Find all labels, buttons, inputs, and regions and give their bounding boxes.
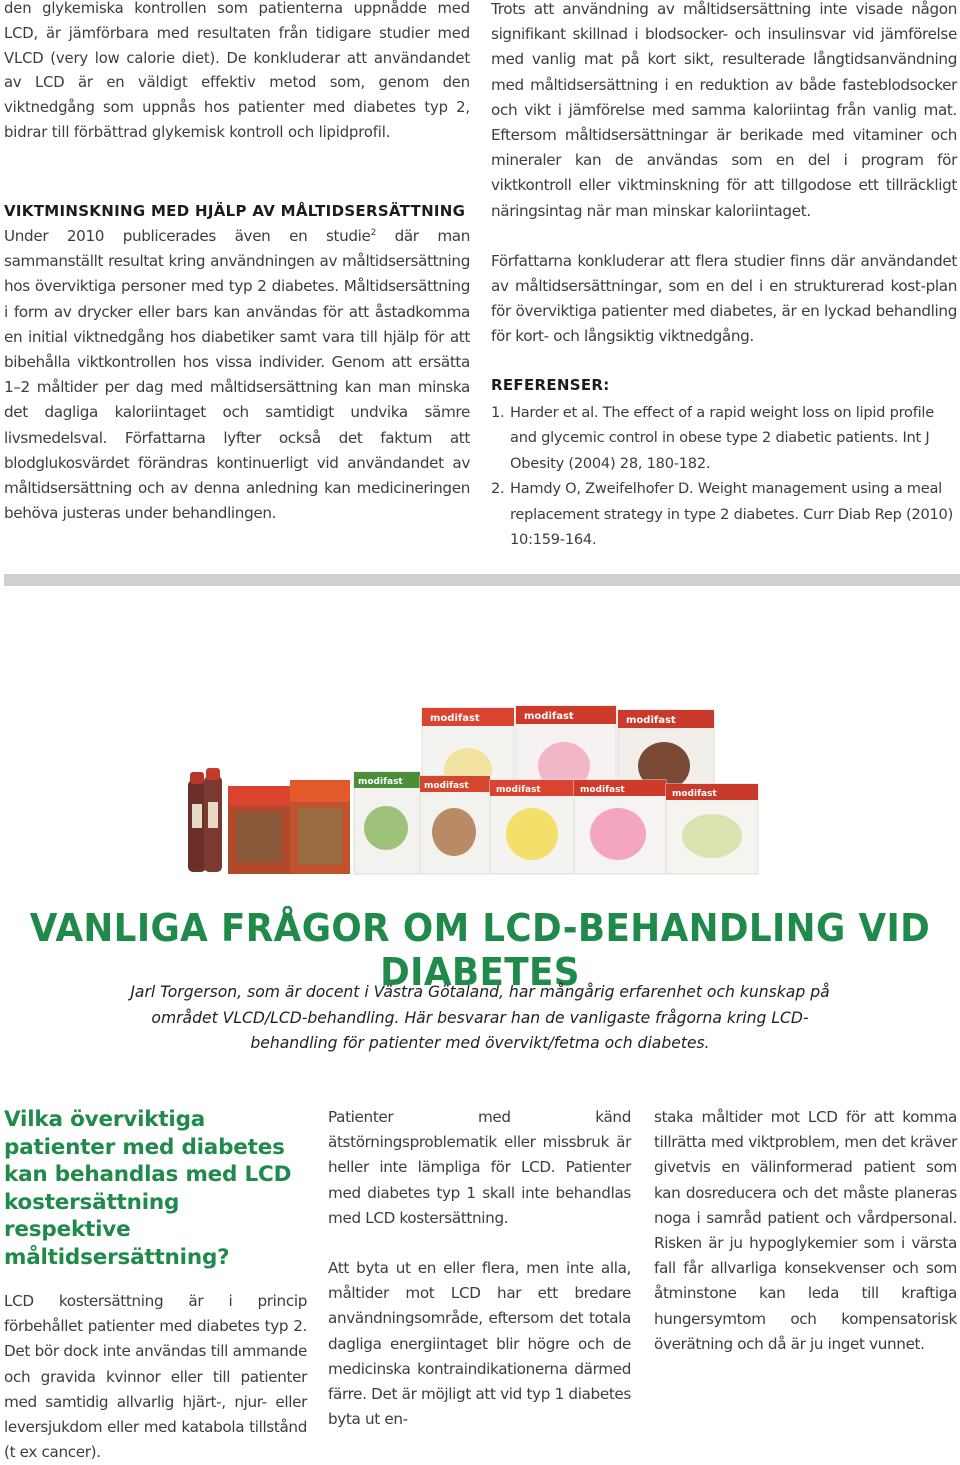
- drink-bottles: [188, 768, 222, 872]
- brand-label: modifast: [424, 781, 469, 791]
- answer-paragraph: Att byta ut en eller flera, men inte alla, måltider mot LCD har ett bredare användningsområde, eftersom det totala dagliga energiintaget blir högre och de medicinska kontraindikationerna därmed färre. Det är möjligt att vid typ 1 diabetes byta ut en-: [328, 1259, 631, 1429]
- brand-label: modifast: [496, 785, 541, 795]
- references-heading: REFERENSER:: [491, 375, 610, 394]
- product-photo: [186, 700, 786, 880]
- front-row-boxes: [354, 772, 758, 874]
- top-left-column: [4, 0, 470, 146]
- reference-item: 2. Hamdy O, Zweifelhofer D. Weight management using a meal replacement strategy in type 2 diabetes. Curr Diab Rep (2010) 10:159-164.: [491, 480, 954, 549]
- brand-label: modifast: [430, 713, 480, 724]
- footnote-marker: 2: [370, 227, 376, 238]
- brand-label: modifast: [524, 711, 574, 722]
- body-paragraph: Författarna konkluderar att flera studier finns där användandet av måltidsersättningar, som en del i en strukturerad kost-plan för överviktiga patienter med diabetes, är en lyckad behandling för kort- och långsiktig viktnedgång.: [491, 251, 957, 346]
- intro-paragraph: Jarl Torgerson, som är docent i Västra Götaland, har mångårig erfarenhet och kunskap på området VLCD/LCD-behandling. Här besvarar han de vanligaste frågorna kring LCD-behandling för patienter med övervikt/fetma och diabetes.: [130, 983, 830, 1052]
- brand-label: modifast: [580, 785, 625, 795]
- reference-item: 1. Harder et al. The effect of a rapid weight loss on lipid profile and glycemic control in obese type 2 diabetic patients. Int J Obesity (2004) 28, 180-182.: [491, 403, 934, 472]
- top-left-column-section: [4, 200, 470, 526]
- body-paragraph: Trots att användning av måltidsersättning inte visade någon signifikant skillnad i blodsocker- och insulinsvar vid jämförelse med vanlig mat på kort sikt, resulterade långtidsanvändning med måltidsersättning i en reduktion av både fasteblodsocker och vikt i jämförelse med samma kaloriintag från vanlig mat. Eftersom måltidsersättningar är berikade med vitaminer och mineraler kan de användas som en del i program för viktkontroll eller viktminskning för att tillgodose ett tillräckligt näringsintag när man minskar kaloriintaget.: [491, 0, 957, 220]
- answer-paragraph: LCD kostersättning är i princip förbehållet patienter med diabetes typ 2. Det bör dock inte användas till ammande och gravida kvinnor eller till patienter med samtidig allvarlig hjärt-, njur- eller leversjukdom eller med katabola tillstånd (t ex cancer).: [4, 1292, 307, 1462]
- body-text: där man sammanställt resultat kring användningen av måltidsersättning hos överviktiga personer med typ 2 diabetes. Måltidsersättning i form av drycker eller bars kan användas för att åstadkomma en initial viktnedgång hos diabetiker samt vara till hjälp för att bibehålla viktkontrollen hos vissa individer. Genom att ersätta 1–2 måltider per dag med måltidsersättning kan man minska det dagliga kaloriintaget och samtidigt undvika sämre livsmedelsval. Författarna lyfter också det faktum att blodglukosvärdet förändras kontinuerligt vid användandet av måltidsersättning och av denna anledning kan medicineringen behöva justeras under behandlingen.: [4, 227, 470, 523]
- page-title: VANLIGA FRÅGOR OM LCD-BEHANDLING VID DIABETES: [29, 906, 931, 994]
- brand-label: modifast: [358, 777, 403, 787]
- body-text: Under 2010 publicerades även en studie: [4, 227, 371, 245]
- bottom-column-3: [654, 1105, 957, 1357]
- section-heading: VIKTMINSKNING MED HJÄLP AV MÅLTIDSERSÄTTNING: [4, 202, 466, 220]
- section-divider: [4, 574, 960, 586]
- body-paragraph: den glykemiska kontrollen som patienterna uppnådde med LCD, är jämförbara med resultaten från tidigare studier med VLCD (very low calorie diet). De konkluderar att användandet av LCD är en väldigt effektiv metod som, genom den viktnedgång som uppnås hos patienter med diabetes typ 2, bidrar till förbättrad glykemisk kontroll och lipidprofil.: [4, 0, 470, 141]
- brand-label: modifast: [672, 789, 717, 799]
- answer-paragraph: Patienter med känd ätstörningsproblematik eller missbruk är heller inte lämpliga för LCD. Patienter med diabetes typ 1 skall inte behandlas med LCD kostersättning.: [328, 1108, 631, 1227]
- brand-label: modifast: [626, 715, 676, 726]
- question-heading: Vilka överviktiga patienter med diabetes kan behandlas med LCD kostersättning respektive måltidsersättning?: [4, 1107, 292, 1270]
- answer-paragraph: staka måltider mot LCD för att komma tillrätta med viktproblem, men det kräver givetvis en välinformerad patient som kan dosreducera och det måste planeras noga i samråd patient och vårdpersonal. Risken är ju hypoglykemier som i värsta fall får allvarliga konsekvenser och som åtminstone kan leda till kraftiga hungersymtom och kompensatorisk överätning och då är ju inget vunnet.: [654, 1108, 957, 1353]
- references-list: [491, 400, 957, 553]
- bottom-column-1: [4, 1106, 307, 1465]
- bottom-column-2: [328, 1105, 631, 1432]
- top-right-column: [491, 0, 957, 553]
- bar-boxes: [228, 780, 350, 874]
- body-paragraph: [4, 224, 470, 526]
